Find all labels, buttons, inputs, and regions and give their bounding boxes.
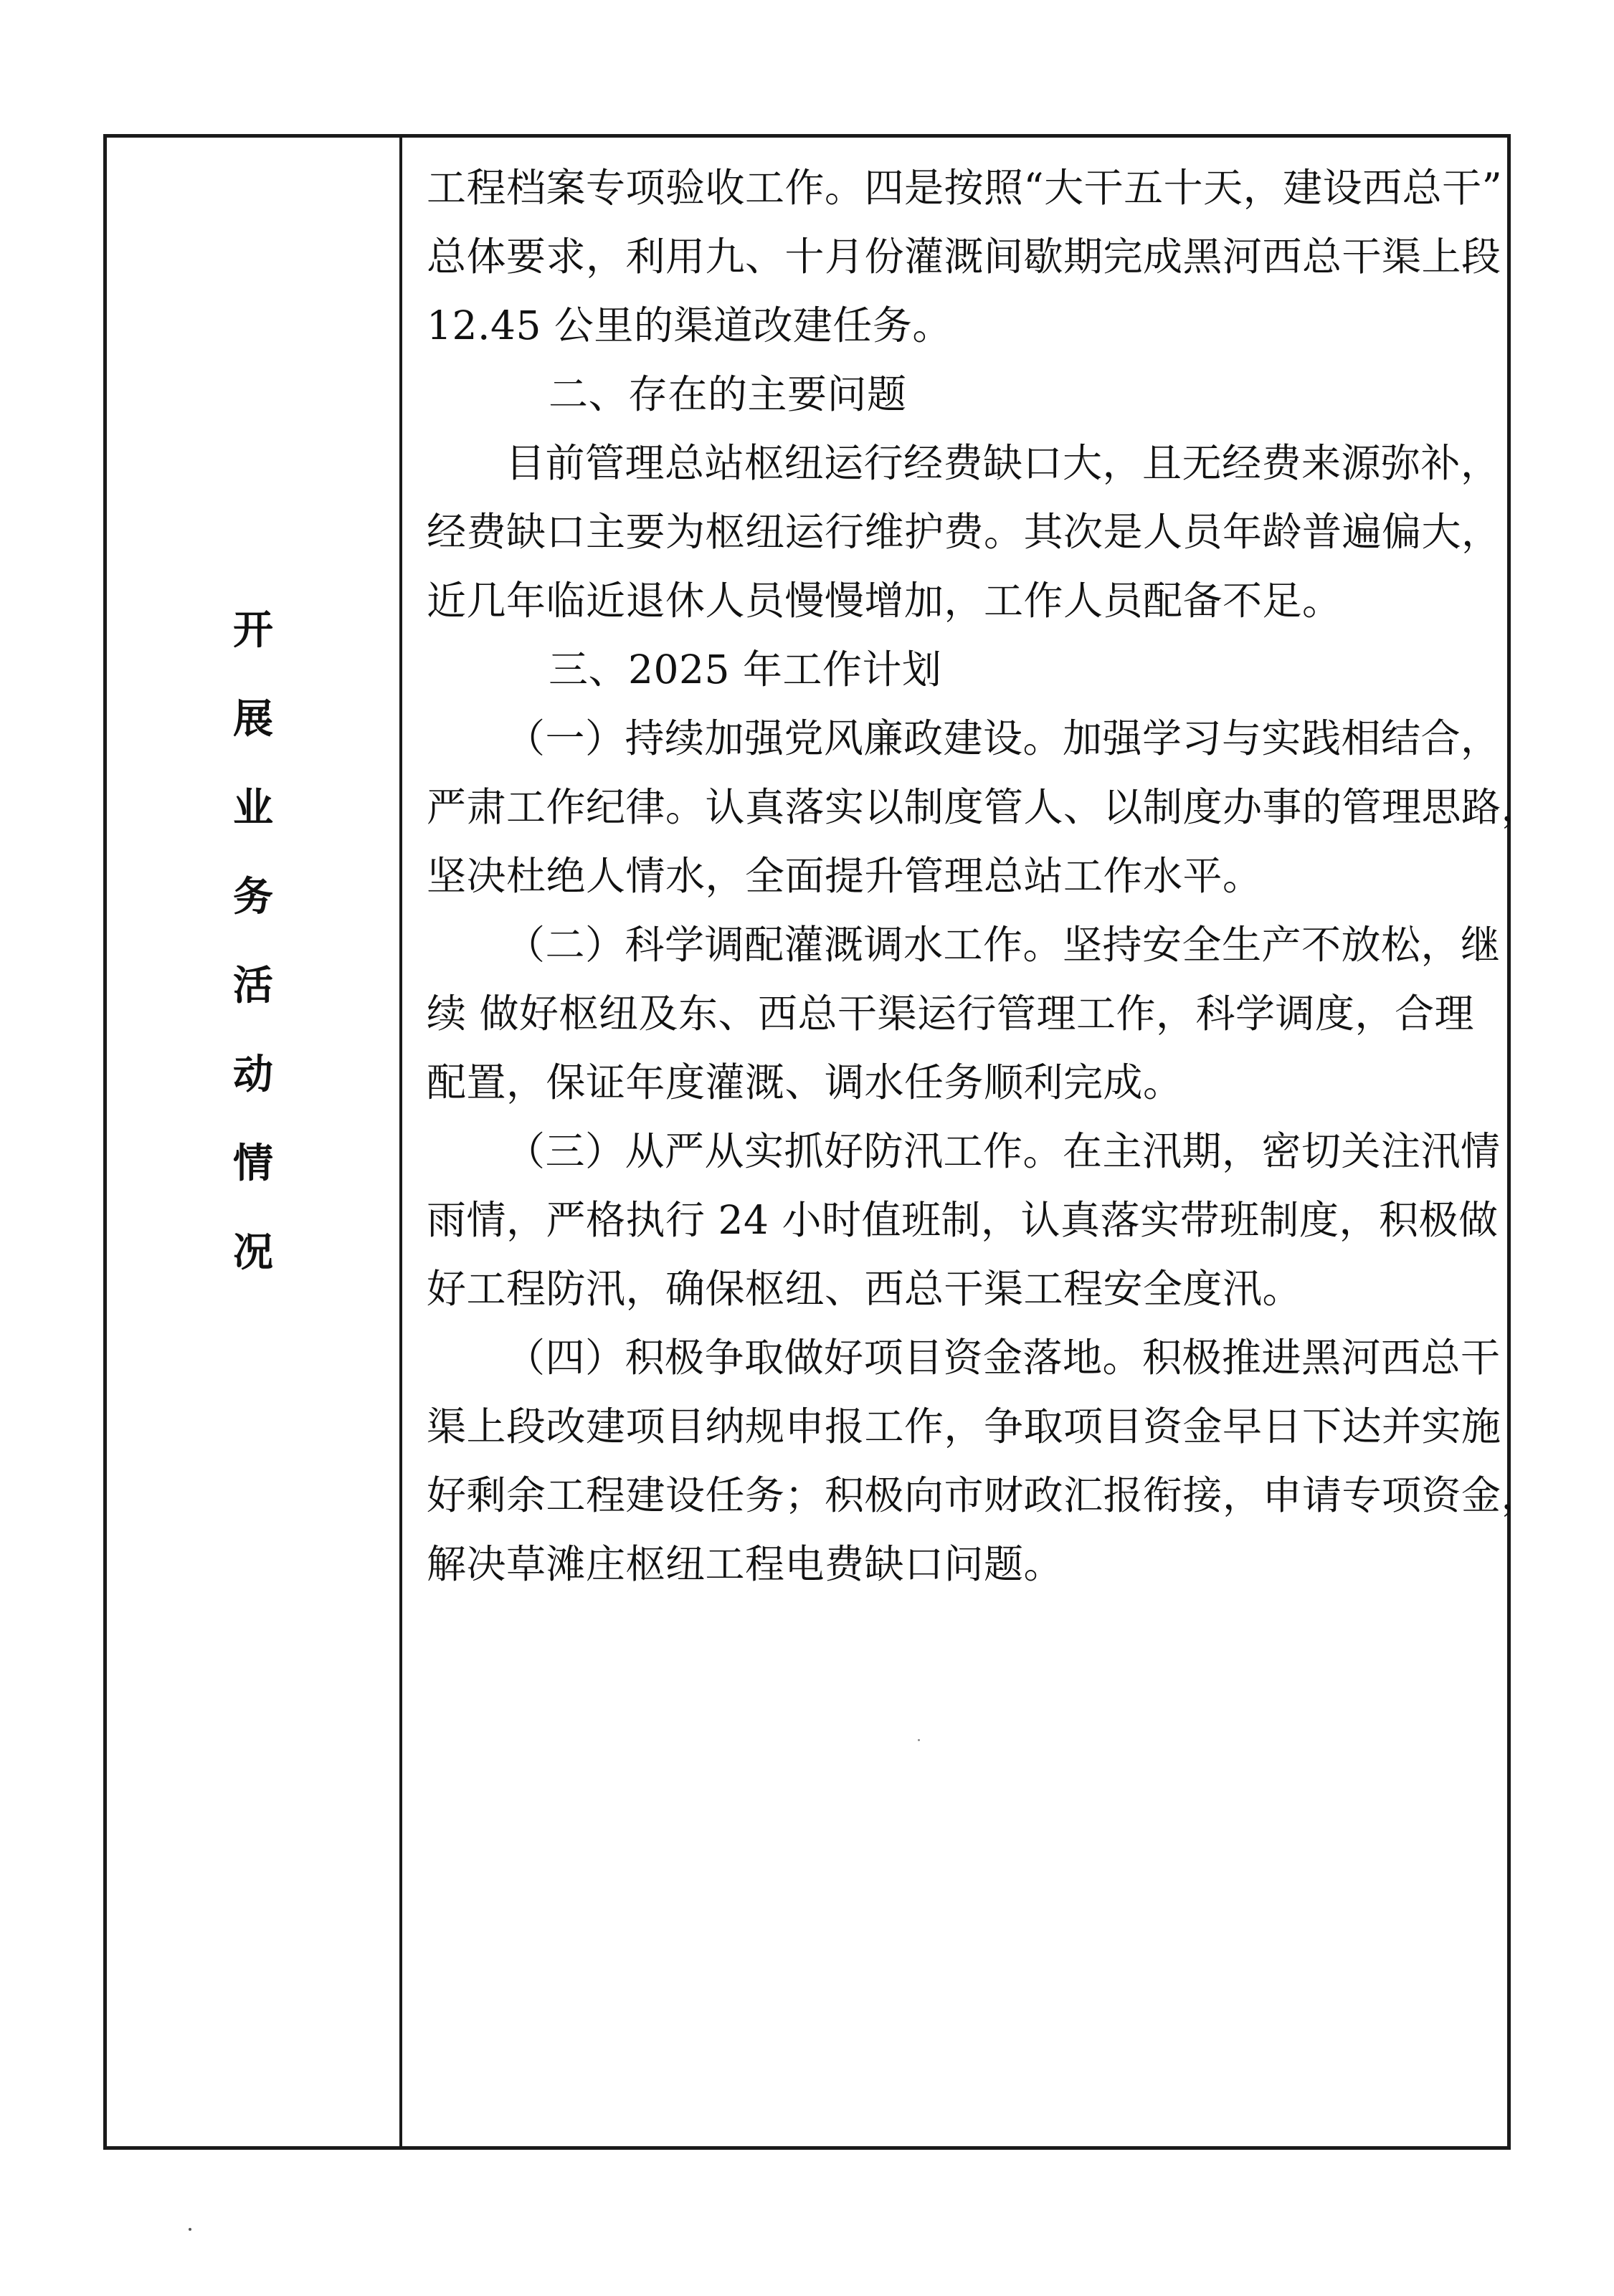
text-line: 坚决杜绝人情水，全面提升管理总站工作水平。 (427, 853, 1263, 899)
text-line: 工程档案专项验收工作。四是按照“大干五十天，建设西总干” (427, 165, 1503, 211)
section-heading-problems: 二、存在的主要问题 (549, 371, 907, 417)
text-line: 解决草滩庄枢纽工程电费缺口问题。 (427, 1541, 1064, 1587)
scan-speck (189, 2228, 191, 2231)
label-column (107, 138, 402, 2146)
text-line: 配置，保证年度灌溉、调水任务顺利完成。 (427, 1059, 1183, 1105)
text-line: 好剩余工程建设任务；积极向市财政汇报衔接，申请专项资金， (427, 1472, 1542, 1518)
section-label (107, 607, 399, 1322)
text-line: （一）持续加强党风廉政建设。加强学习与实践相结合， (505, 715, 1501, 761)
section-heading-plan: 三、2025 年工作计划 (549, 647, 942, 692)
text-line: （三）从严从实抓好防汛工作。在主汛期，密切关注汛情 (505, 1128, 1501, 1174)
text-line: 总体要求，利用九、十月份灌溉间歇期完成黑河西总干渠上段 (427, 234, 1501, 280)
text-line: 渠上段改建项目纳规申报工作，争取项目资金早日下达并实施 (427, 1404, 1501, 1449)
label-char: 况 (233, 1229, 273, 1276)
text-line: （四）积极争取做好项目资金落地。积极推进黑河西总干 (505, 1335, 1501, 1381)
text-line: 12.45 公里的渠道改建任务。 (427, 303, 952, 348)
label-char: 活 (233, 963, 273, 1009)
label-char: 务 (233, 874, 273, 920)
label-char: 开 (233, 607, 273, 654)
text-line: （二）科学调配灌溉调水工作。坚持安全生产不放松，继 (505, 922, 1501, 968)
text-line: 近几年临近退休人员慢慢增加，工作人员配备不足。 (427, 578, 1342, 624)
text-line: 好工程防汛，确保枢纽、西总干渠工程安全度汛。 (427, 1266, 1303, 1312)
text-line: 严肃工作纪律。认真落实以制度管人、以制度办事的管理思路， (427, 784, 1542, 830)
scan-speck (918, 1739, 920, 1741)
label-char: 情 (233, 1140, 273, 1187)
content-column (402, 138, 1542, 2146)
label-char: 展 (233, 696, 273, 743)
text-line: 雨情，严格执行 24 小时值班制，认真落实带班制度，积极做 (427, 1197, 1499, 1243)
text-line: 经费缺口主要为枢纽运行维护费。其次是人员年龄普遍偏大， (427, 509, 1501, 555)
form-table (103, 134, 1542, 2150)
text-line: 续 做好枢纽及东、西总干渠运行管理工作，科学调度，合理 (427, 991, 1474, 1037)
label-char: 动 (233, 1052, 273, 1098)
text-line: 目前管理总站枢纽运行经费缺口大，且无经费来源弥补， (505, 440, 1501, 486)
label-char: 业 (233, 785, 273, 832)
